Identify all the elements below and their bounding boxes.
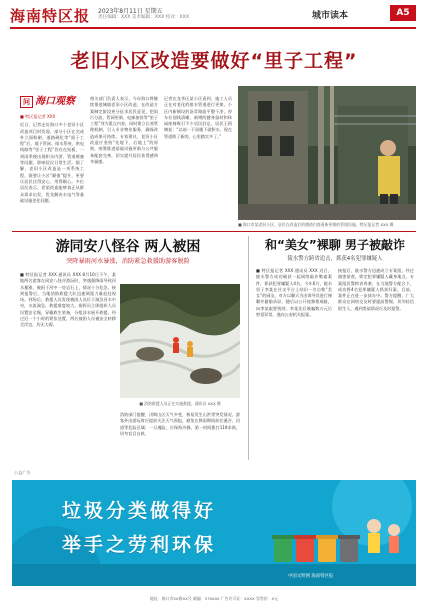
- page-footer: 地址：海口市XX路XX号 邮编：570000 广告许可证：XXXX 零售价：X元: [149, 596, 279, 601]
- story2-col1: ■ 特区报记者 XXX 通讯员 XXX 8月10日下午，某地两名游客在同安八怪谷游玩时，突遇强降雨导致河水暴涨，被困于河中一处岩石上，情况十分危急。接到报警后，当地消防救援大队迅速调派力量赶赴现场。到场后，救援人员发现被困人员位于湍急河水中央，水流湍急，救援难度较大。指挥员立即组织人员设置安全绳，穿戴救生装备，分组涉水展开救援。经过近一个小时的紧张处置，两名被困人员被安全转移至岸边，均无大碍。: [20, 272, 116, 328]
- story3-subheadline: 陵水警方跨省追击，抓获4名犯罪嫌疑人: [287, 256, 383, 262]
- photo-caption-main: ■ 海口市某老旧小区，居民在改造后的楼道内查看新更换的管线设施。特区报记者 XXX 摄: [238, 222, 394, 227]
- public-service-ad: [12, 480, 416, 586]
- photo-rescue-rapids-svg: [120, 284, 240, 398]
- column-logo-name: 海口观察: [35, 96, 75, 107]
- ad-label: 公益广告: [14, 470, 31, 475]
- story2-headline: 游同安八怪谷 两人被困: [55, 239, 201, 255]
- story3-col2: 接报后，陵水警方迅速成立专案组，经过缜密侦查，锁定犯罪嫌疑人藏身地点。专案组民警跨省奔袭，在当地警方配合下，成功将4名犯罪嫌疑人抓获归案。目前，案件正在进一步侦办中。警方提醒，广大群众在网络交友时要提高警惕，切勿轻信陌生人，遇到类似情况应及时报警。: [338, 268, 414, 311]
- masthead: [0, 0, 425, 30]
- newspaper-brand: 海南特区报: [10, 7, 91, 25]
- story2-col2: 消防部门提醒，汛期山区天气多变，极易发生山洪等突发情况，游客外出游玩时应提前关注天气预报，避免在降雨期间前往溪谷、河道等危险区域；一旦遇险，应保持冷静，第一时间拨打119求助，切勿盲目自救。: [120, 412, 240, 436]
- main-headline: 老旧小区改造要做好“里子工程”: [70, 50, 358, 72]
- story3-col1: ■ 特区报记者 XXX 通讯员 XXX 近日，陵水警方成功破获一起网络敲诈勒索案件，抓获犯罪嫌疑人4名。今年6月，陵水男子李某在社交平台上结识一名自称“美女”的网友，对方以聊天为由诱导其进行裸聊并偷偷录屏，随后以公开视频相威胁，向李某索要钱财。李某先后被骗数万元后察觉异常，遂向公安机关报案。: [256, 268, 332, 318]
- ad-slogan-line2: 举手之劳利环保: [62, 534, 217, 556]
- ad-credit: 中国文明网 海南特区报: [288, 574, 334, 579]
- photo-caption-rescue: ■ 消防救援人员正在实施救援。通讯员 XXX 摄: [139, 401, 221, 406]
- main-story-col1: [20, 114, 84, 224]
- column-logo-box: 问: [20, 96, 33, 108]
- column-logo: [20, 92, 75, 108]
- masthead-rule: [10, 27, 416, 29]
- story2-subheadline: 突降暴雨河水暴涨，消防紧急救援助游客脱险: [66, 258, 190, 265]
- main-story-col1-text: 近日，记者走访海口多个老旧小区改造项目时发现，部分小区在完成外立面粉刷、道路硬化等“面子工程”后，地下管网、排水系统、供电线路等“里子工程”仍存在短板，一到雨季便出现积水内涝、管道堵塞等问题，影响居民日常生活。据了解，老旧小区改造是一项系统工程，既要让小区“颜值”提升，更要让居民住得安心、用得顺心。多位居民表示，希望改造能够真正从群众需求出发，优先解决水电气等基础设施老化问题。: [20, 122, 84, 203]
- photo-rescue-rapids: [120, 284, 240, 398]
- column-divider: [248, 236, 249, 460]
- main-story-col3: 记者在龙华区某小区看到，施工人员正在对老化的排水管道进行更换，小区内新铺设的沥青路面平整干净，停车位划线清晰，新增的健身器材和休闲座椅吸引不少居民驻足。居民王阿姨说：“以前一下雨楼下就积水，现在管道换了新的，心里踏实多了。”: [164, 96, 232, 139]
- ad-slogan-line1: 垃圾分类做得好: [62, 500, 217, 522]
- section-divider: [12, 231, 416, 232]
- editor-info: 责任编辑：XXX 美术编辑：XXX 校对：XXX: [98, 15, 189, 20]
- story3-headline: 和“美女”裸聊 男子被敲诈: [265, 238, 405, 252]
- main-story-col2: 相关部门负责人表示，今年海口将继续推进城镇老旧小区改造，在改造方案制定阶段充分征求居民意见，把雨污分流、管网更新、电梯加装等“里子工程”列为重点内容，同时建立长效管理机制，引入专业物业服务，确保改造成果可持续。专家建议，老旧小区改造应坚持“先地下、后地上”的原则，统筹推进基础设施更新与公共服务配套完善，切实提升居民获得感和幸福感。: [90, 96, 158, 164]
- photo-old-neighborhood-svg: [238, 86, 416, 220]
- byline: ■ 特区报记者 XXX: [20, 114, 56, 119]
- issue-date: 2023年8月11日 星期五: [98, 8, 163, 15]
- page-number-badge: A5: [390, 5, 416, 21]
- photo-old-neighborhood: [238, 86, 416, 220]
- section-title: 城市读本: [312, 11, 349, 21]
